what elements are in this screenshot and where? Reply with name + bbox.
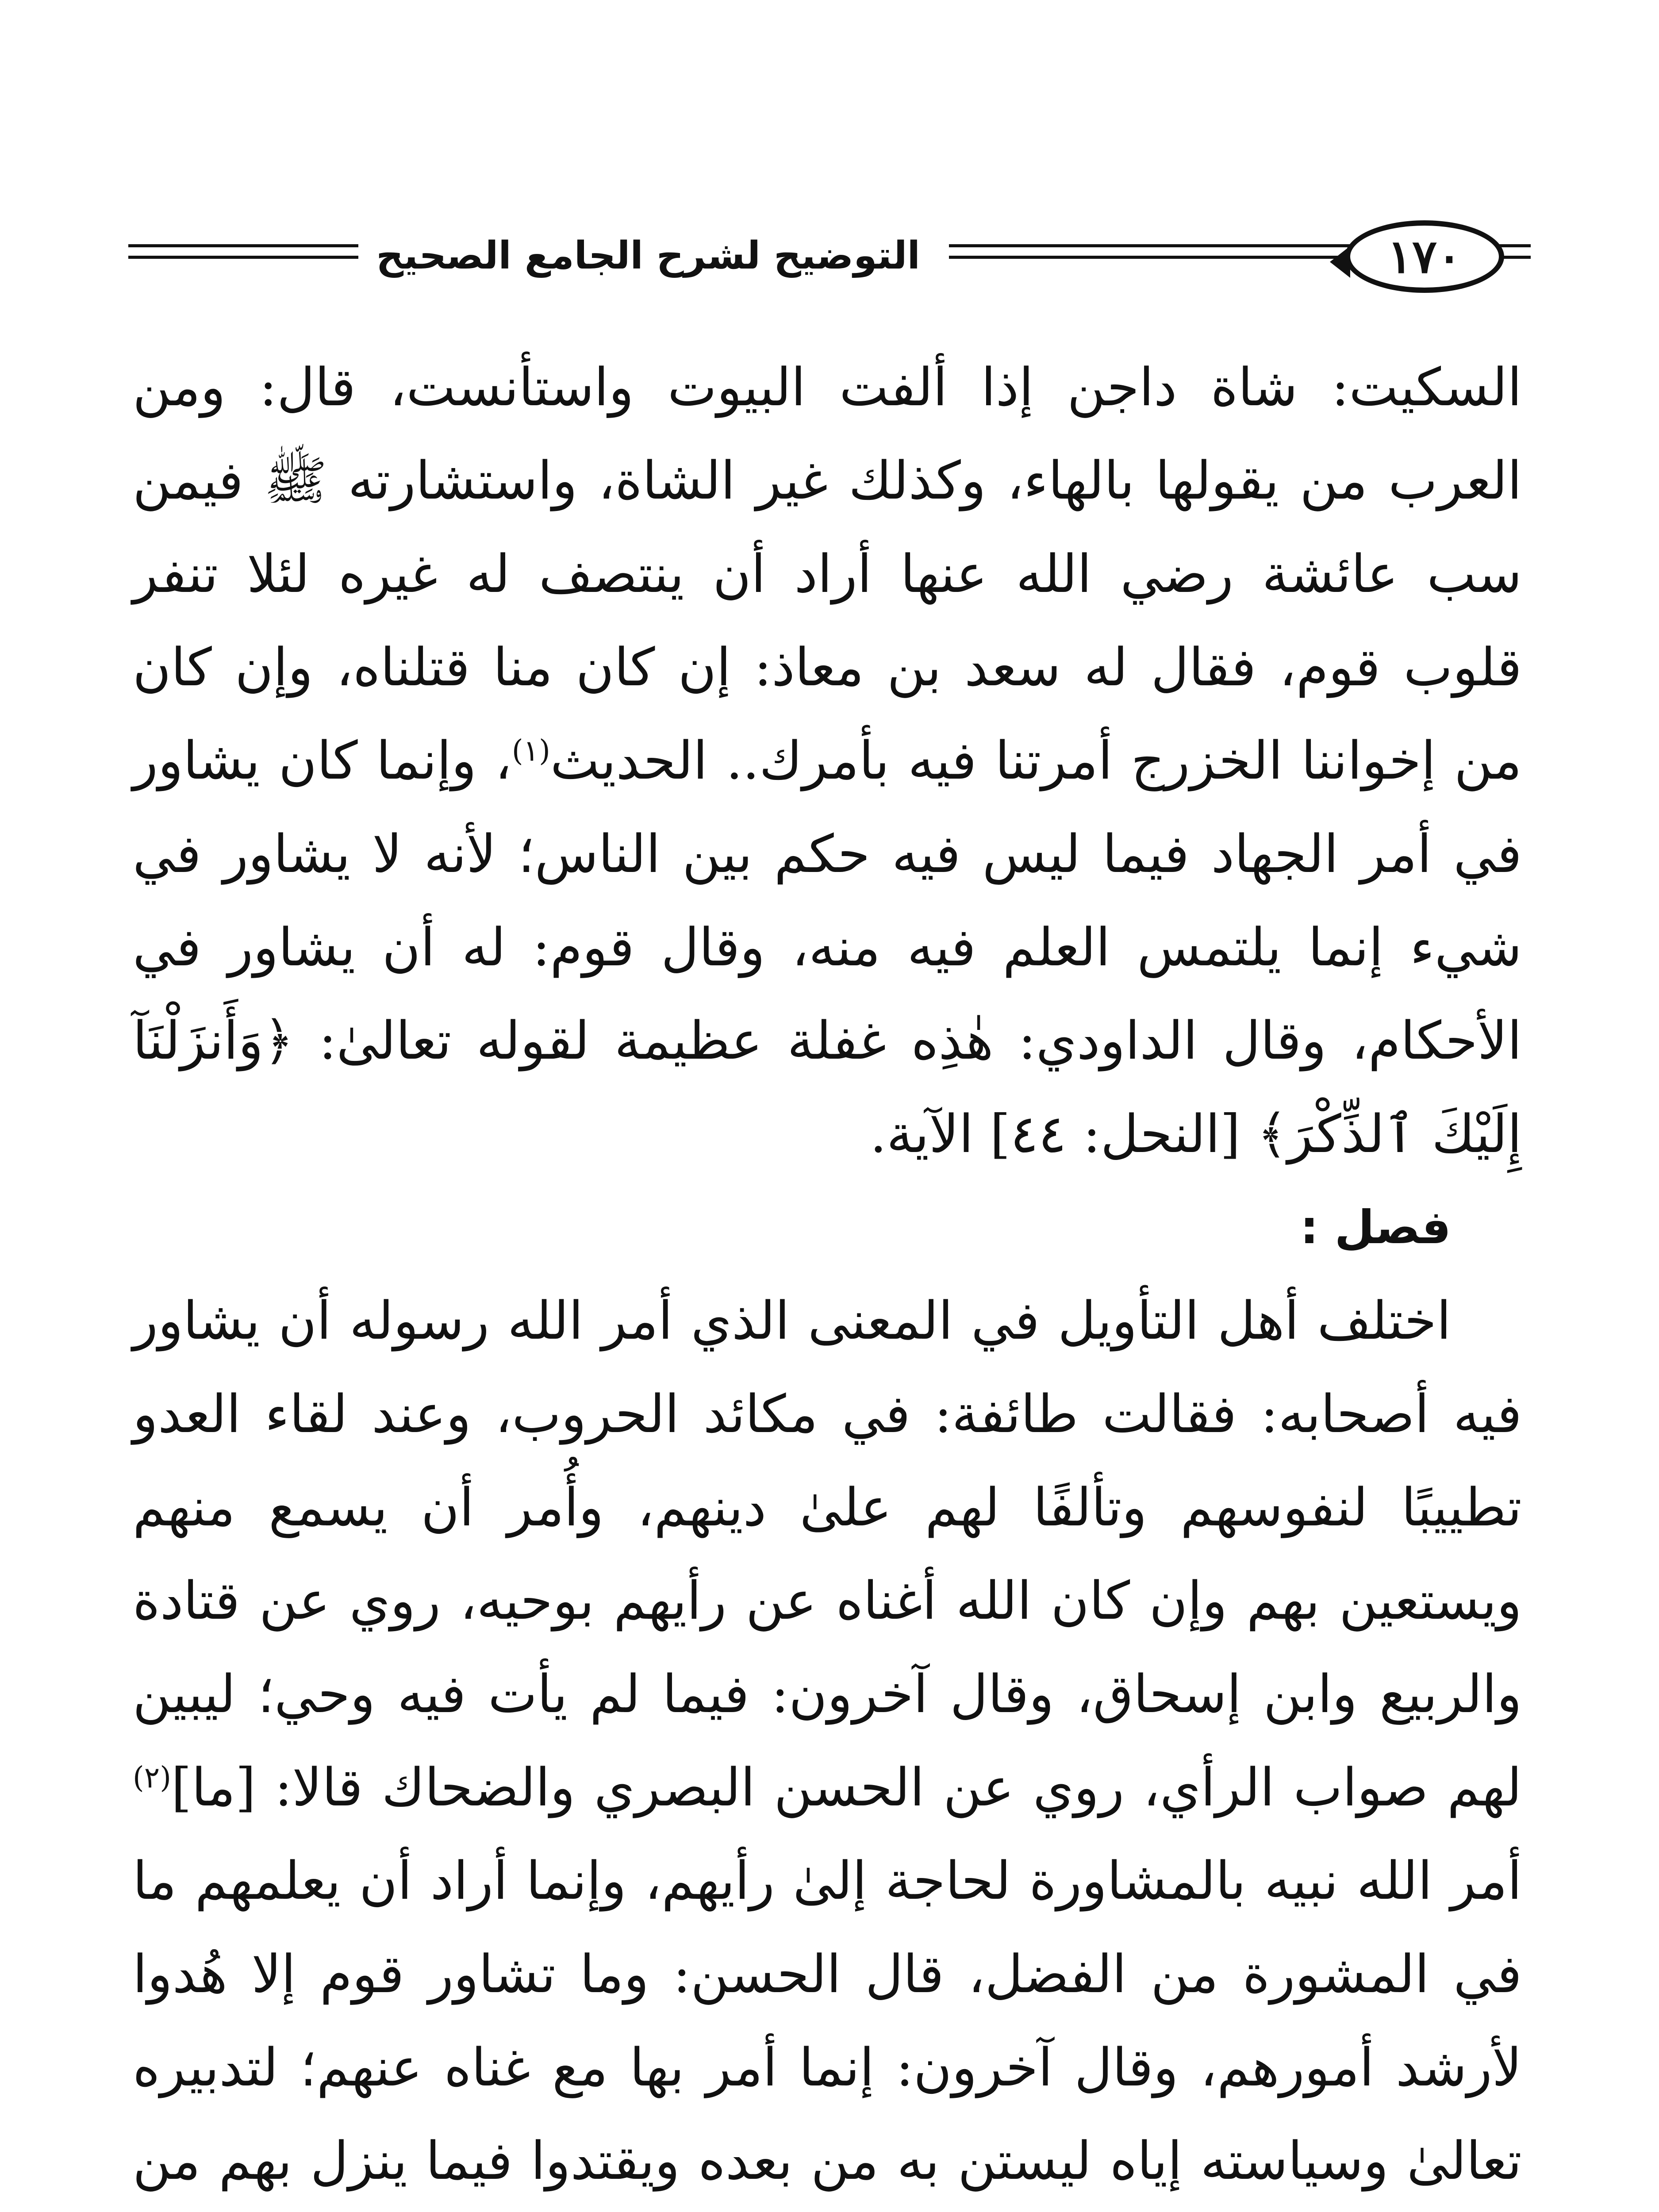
book-title: التوضيح لشرح الجامع الصحيح <box>376 234 920 278</box>
paragraph-1 <box>133 341 1522 1181</box>
paragraph-2-part-b: أمر الله نبيه بالمشاورة لحاجة إلىٰ رأيهم، وإنما أراد أن يعلمهم ما في المشورة من الفضل، قال الحسن: وما تشاور قوم إلا هُدوا لأرشد أمورهم، وقال آخرون: إنما أمر بها مع غناه عنهم؛ لتدبيره تعالىٰ وسياسته إياه ليستن به من بعده ويقتدوا فيما ينزل بهم من <box>133 1850 1522 2191</box>
paragraph-1-part-b: ، وإنما كان يشاور في أمر الجهاد فيما ليس فيه حكم بين الناس؛ لأنه لا يشاور في شيء إنما يلتمس العلم فيه منه، وقال قوم: له أن يشاور في الأحكام، وقال الداودي: هٰذِه غفلة عظيمة لقوله تعالىٰ: ﴿وَأَنزَلْنَآ إِلَيْكَ ٱلذِّكْرَ﴾ [النحل: ٤٤] الآية. <box>133 730 1522 1164</box>
footnote-ref-1[interactable]: (١) <box>511 733 550 768</box>
section-heading: فصل : <box>1300 1200 1451 1254</box>
page-number-badge <box>1345 220 1504 293</box>
running-header <box>128 212 1531 301</box>
paragraph-2-part-a: اختلف أهل التأويل في المعنى الذي أمر الله رسوله أن يشاور فيه أصحابه: فقالت طائفة: في مكائد الحروب، وعند لقاء العدو تطييبًا لنفوسهم وتألفًا لهم علىٰ دينهم، وأُمر أن يسمع منهم ويستعين بهم وإن كان الله أغناه عن رأيهم بوحيه، روي عن قتادة والربيع وابن إسحاق، وقال آخرون: فيما لم يأت فيه وحي؛ ليبين لهم صواب الرأي، روي عن الحسن البصري والضحاك قالا: [ما] <box>133 1290 1522 1818</box>
page-number: ١٧٠ <box>1387 229 1462 284</box>
header-rule-left-top <box>128 244 358 247</box>
paragraph-1-part-a: السكيت: شاة داجن إذا ألفت البيوت واستأنست، قال: ومن العرب من يقولها بالهاء، وكذلك غير الشاة، واستشارته ﷺ فيمن سب عائشة رضي الله عنها أراد أن ينتصف له غيره لئلا تنفر قلوب قوم، فقال له سعد بن معاذ: إن كان منا قتلناه، وإن كان من إخواننا الخزرج أمرتنا فيه بأمرك.. الحديث <box>133 357 1522 791</box>
paragraph-2 <box>133 1274 1522 2212</box>
main-text <box>133 341 1522 2212</box>
footnote-ref-2[interactable]: (٢) <box>133 1760 171 1795</box>
header-rule-left-bottom <box>128 256 358 259</box>
